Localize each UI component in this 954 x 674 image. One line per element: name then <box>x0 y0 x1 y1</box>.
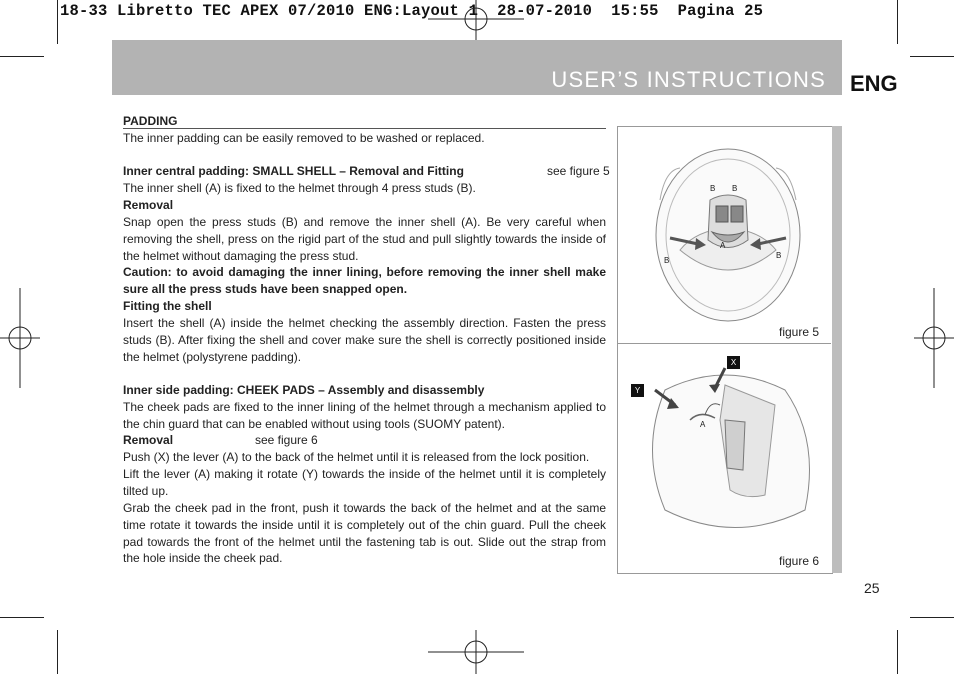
figure-6-caption: figure 6 <box>779 554 820 568</box>
label-a-fig5: A <box>720 241 726 250</box>
page-number: 25 <box>864 580 880 596</box>
side-intro: The cheek pads are fixed to the inner lining of the helmet through a mechanism applied to the chin guard that can be enabled without using tools (SUOMY patent). <box>123 400 606 431</box>
fitting-heading: Fitting the shell <box>123 299 212 313</box>
see-figure-5: see figure 5 <box>547 164 610 178</box>
figure-divider <box>617 343 831 344</box>
slug-line: 18-33 Libretto TEC APEX 07/2010 ENG:Layout 1 28-07-2010 15:55 Pagina 25 <box>60 2 764 20</box>
fitting-text: Insert the shell (A) inside the helmet checking the assembly direction. Fasten the press studs (B). After fixing the shell and cover make sure the shell is correctly positioned inside the helmet (polystyrene padding). <box>123 316 606 364</box>
side-push-text: Push (X) the lever (A) to the back of the helmet until it is released from the lock position. <box>123 450 590 464</box>
side-removal-heading: Removal <box>123 433 174 447</box>
label-x: X <box>727 356 740 369</box>
side-lift-text: Lift the lever (A) making it rotate (Y) towards the inside of the helmet until it is completely tilted up. <box>123 467 606 498</box>
figure-5-caption: figure 5 <box>779 325 820 339</box>
see-figure-6: see figure 6 <box>255 433 318 447</box>
central-removal-heading: Removal <box>123 198 174 212</box>
figure-sidebar <box>832 126 842 573</box>
central-removal-text: Snap open the press studs (B) and remove the inner shell (A). Be very careful when removing the shell, press on the rigid part of the stud and pull slightly towards the inside of the helmet without damaging the press stud. <box>123 215 606 263</box>
page-title: USER’S INSTRUCTIONS <box>551 67 826 92</box>
helmet-side-illustration <box>635 360 820 550</box>
heading-rule <box>123 128 606 129</box>
header-banner <box>112 40 842 95</box>
side-heading: Inner side padding: CHEEK PADS – Assembly and disassembly <box>123 383 485 397</box>
label-y: Y <box>631 384 644 397</box>
registration-mark-right <box>914 288 954 388</box>
label-b-top-left: B <box>710 184 716 193</box>
side-grab-text: Grab the cheek pad in the front, push it towards the back of the helmet and at the same time rotate it towards the inside until it is completely out of the chin guard. Pull the cheek pad towards the front of the helmet until the fastening tab is out. Slide out the strap from the hole inside the cheek pad. <box>123 501 606 566</box>
registration-mark-top <box>428 0 528 40</box>
label-b-right: B <box>776 251 782 260</box>
central-intro: The inner shell (A) is fixed to the helmet through 4 press studs (B). <box>123 181 476 195</box>
helmet-top-illustration <box>640 140 820 330</box>
central-caution: Caution: to avoid damaging the inner lining, before removing the inner shell make sure all the press studs have been snapped open. <box>123 265 606 296</box>
central-heading: Inner central padding: SMALL SHELL – Removal and Fitting <box>123 164 464 178</box>
label-b-left: B <box>664 256 670 265</box>
language-label: ENG <box>850 71 898 96</box>
label-b-top-right: B <box>732 184 738 193</box>
registration-mark-bottom <box>428 630 528 674</box>
registration-mark-left <box>0 288 40 388</box>
padding-heading: PADDING <box>123 114 178 128</box>
padding-intro: The inner padding can be easily removed to be washed or replaced. <box>123 131 485 145</box>
label-a-fig6: A <box>700 420 706 429</box>
